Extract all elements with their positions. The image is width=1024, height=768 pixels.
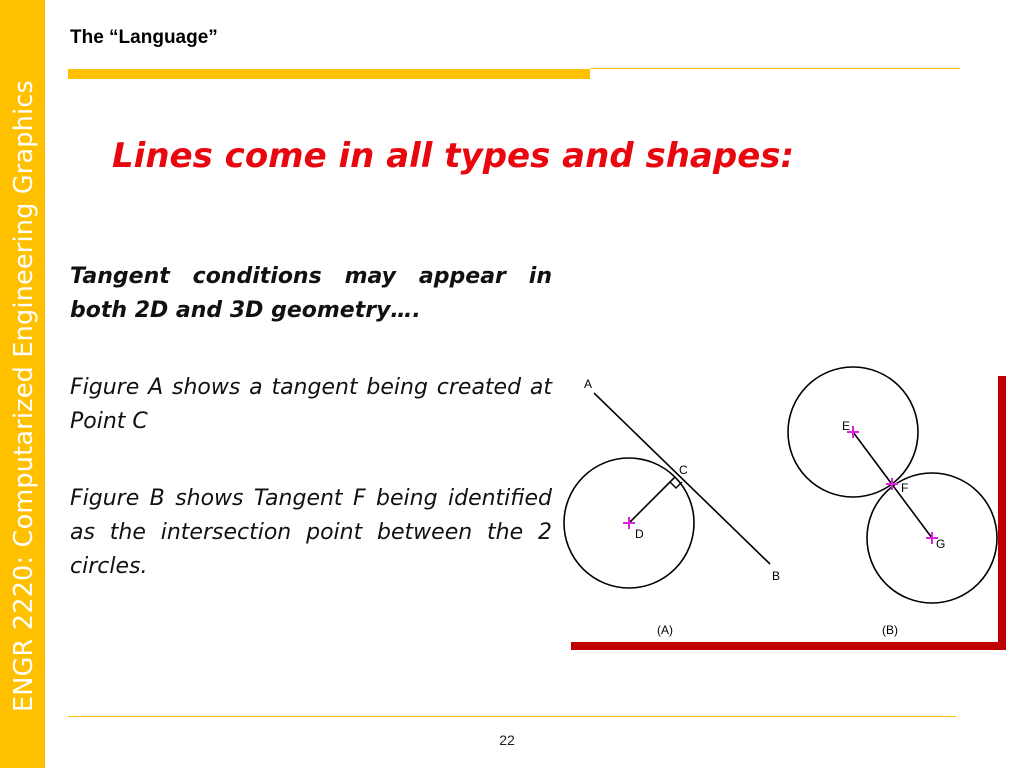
header-accent-bar <box>68 69 590 79</box>
label-fig-b: (B) <box>882 623 898 637</box>
tangent-figure <box>560 360 1020 660</box>
figure-frame-right <box>998 376 1006 650</box>
slide-header-title: The “Language” <box>70 27 218 48</box>
paragraph-figure-a: Figure A shows a tangent being created at Point C <box>70 375 552 434</box>
footer-accent-line <box>68 716 956 717</box>
label-f: F <box>901 481 909 495</box>
tangent-line-ab <box>594 393 770 564</box>
label-g: G <box>936 537 946 551</box>
radius-dc <box>629 477 675 523</box>
slide-subtitle: Lines come in all types and shapes: <box>112 136 795 176</box>
sidebar-course-title: ENGR 2220: Computarized Engineering Graphics <box>9 79 39 712</box>
label-fig-a: (A) <box>657 623 673 637</box>
header-accent-line <box>590 68 960 69</box>
sidebar <box>0 0 45 768</box>
figure-frame-bottom <box>571 642 1006 650</box>
label-b: B <box>772 569 781 583</box>
label-d: D <box>635 527 644 541</box>
label-c: C <box>679 463 688 477</box>
label-a: A <box>584 377 593 391</box>
label-e: E <box>842 419 851 433</box>
paragraph-tangent-conditions: Tangent conditions may appear in both 2D and 3D geometry…. <box>70 264 552 323</box>
paragraph-figure-b: Figure B shows Tangent F being identified as the intersection point between the 2 circles. <box>70 486 552 579</box>
page-number: 22 <box>499 732 515 748</box>
right-angle-mark <box>670 482 682 488</box>
